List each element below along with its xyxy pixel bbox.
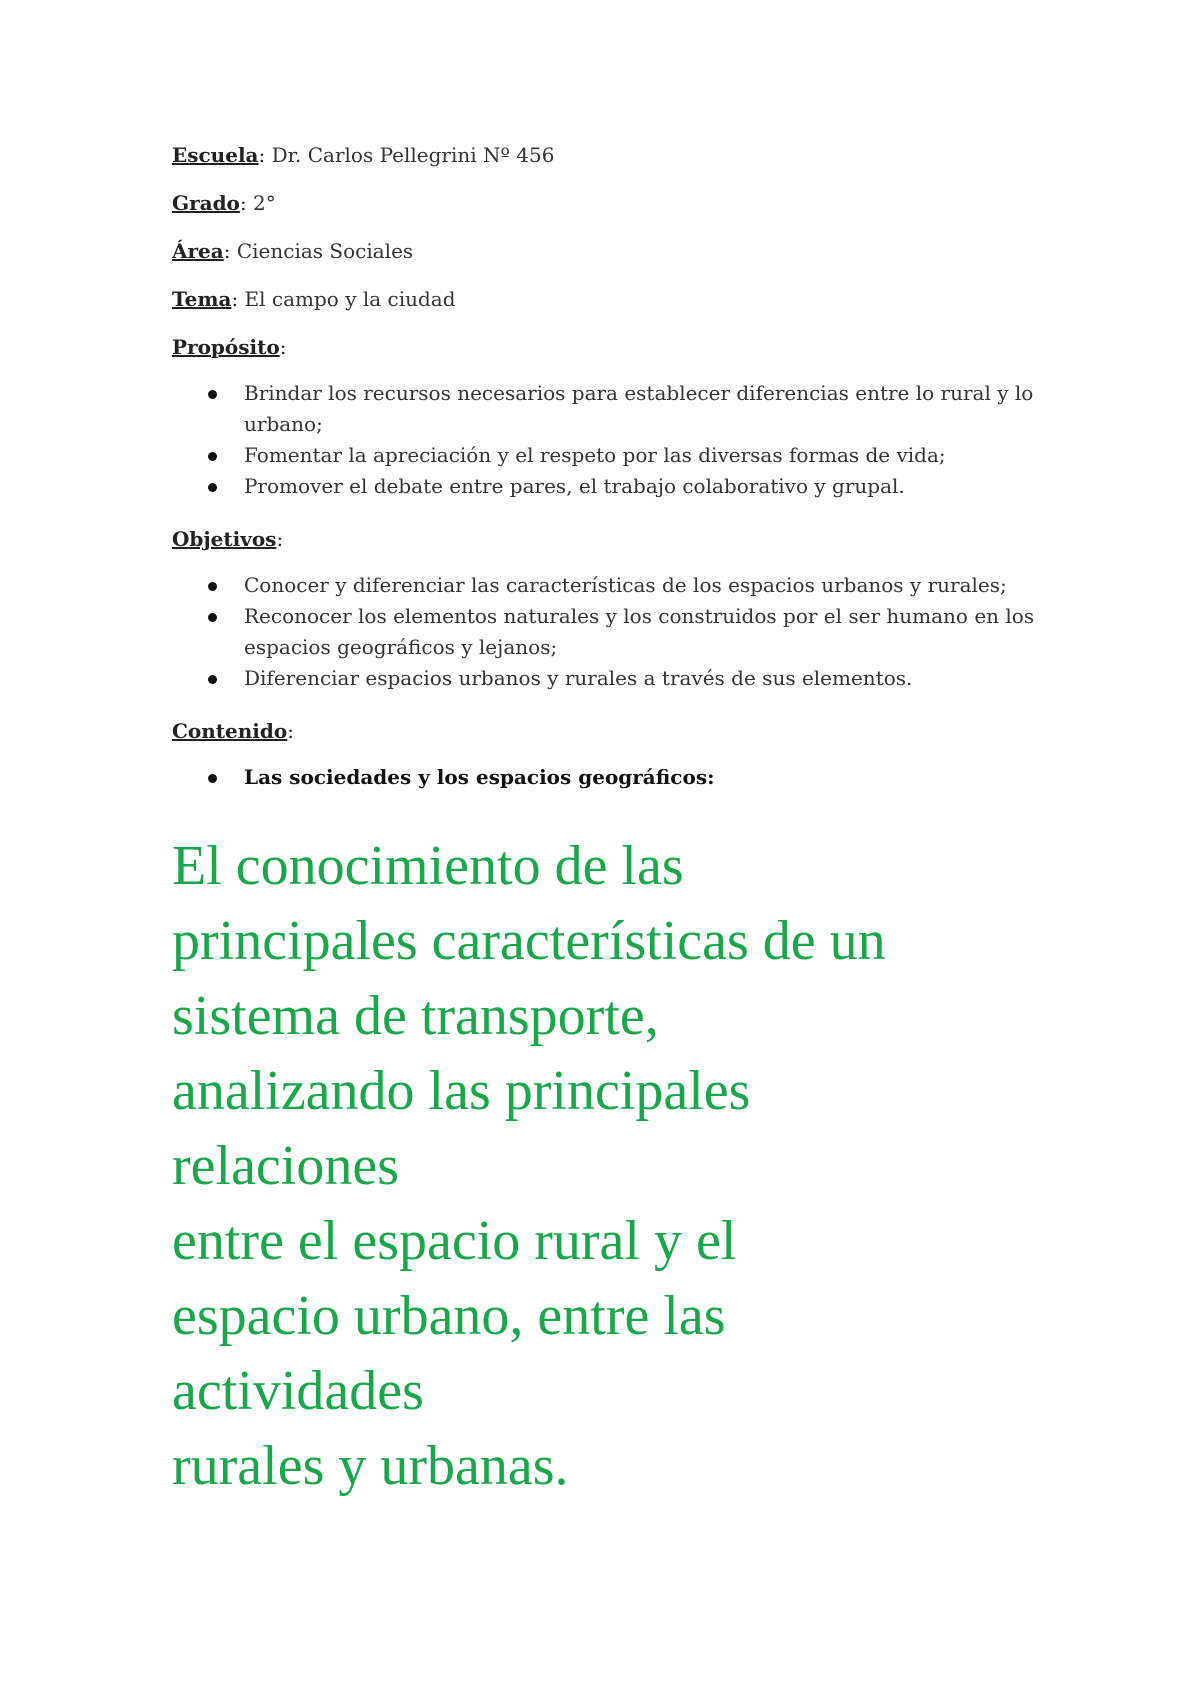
list-item-text: Brindar los recursos necesarios para establecer diferencias entre lo rural y lo urbano; [244, 381, 1034, 436]
field-label: Área [172, 239, 224, 263]
field-escuela: Escuela: Dr. Carlos Pellegrini Nº 456 [172, 143, 555, 167]
highlight-line: relaciones [172, 1135, 399, 1197]
highlight-line: espacio urbano, entre las [172, 1285, 726, 1347]
field-value: Ciencias Sociales [236, 239, 414, 263]
field-area: Área: Ciencias Sociales [172, 239, 414, 263]
contenido-list [172, 762, 1052, 793]
field-value: El campo y la ciudad [244, 287, 456, 311]
proposito-heading: Propósito: [172, 335, 287, 359]
bullet-icon [208, 774, 217, 783]
objetivos-list [172, 570, 1052, 694]
list-item-text: Conocer y diferenciar las características de los espacios urbanos y rurales; [244, 573, 1007, 597]
highlight-line: entre el espacio rural y el [172, 1210, 737, 1272]
list-item-text: Reconocer los elementos naturales y los construidos por el ser humano en los espacios geográficos y lejanos; [244, 604, 1035, 659]
field-grado: Grado: 2° [172, 191, 276, 215]
field-label: Escuela [172, 143, 259, 167]
highlight-line: principales características de un [172, 910, 886, 972]
field-label: Grado [172, 191, 240, 215]
objetivos-heading: Objetivos: [172, 527, 284, 551]
list-item-text: Diferenciar espacios urbanos y rurales a través de sus elementos. [244, 666, 913, 690]
bullet-icon [208, 483, 217, 492]
section-heading-label: Objetivos [172, 527, 277, 551]
section-heading-label: Propósito [172, 335, 280, 359]
highlight-line: analizando las principales [172, 1060, 751, 1122]
list-item-text: Las sociedades y los espacios geográficos: [244, 765, 715, 789]
bullet-icon [208, 613, 217, 622]
bullet-icon [208, 675, 217, 684]
field-label: Tema [172, 287, 232, 311]
highlighted-content-text [172, 829, 1052, 1504]
list-item [172, 663, 1052, 694]
field-value: 2° [253, 191, 276, 215]
list-item [172, 601, 1052, 663]
bullet-icon [208, 582, 217, 591]
highlight-line: actividades [172, 1360, 424, 1422]
bullet-icon [208, 390, 217, 399]
contenido-heading: Contenido: [172, 719, 294, 743]
field-value: Dr. Carlos Pellegrini Nº 456 [271, 143, 555, 167]
highlight-line: rurales y urbanas. [172, 1435, 569, 1497]
bullet-icon [208, 452, 217, 461]
list-item-text: Fomentar la apreciación y el respeto por las diversas formas de vida; [244, 443, 946, 467]
list-item [172, 762, 1052, 793]
section-heading-label: Contenido [172, 719, 288, 743]
document-content [172, 140, 1052, 1504]
highlight-line: sistema de transporte, [172, 985, 659, 1047]
list-item [172, 440, 1052, 471]
list-item [172, 378, 1052, 440]
highlight-line: El conocimiento de las [172, 835, 684, 897]
proposito-list [172, 378, 1052, 502]
list-item-text: Promover el debate entre pares, el trabajo colaborativo y grupal. [244, 474, 905, 498]
field-tema: Tema: El campo y la ciudad [172, 287, 456, 311]
list-item [172, 471, 1052, 502]
list-item [172, 570, 1052, 601]
